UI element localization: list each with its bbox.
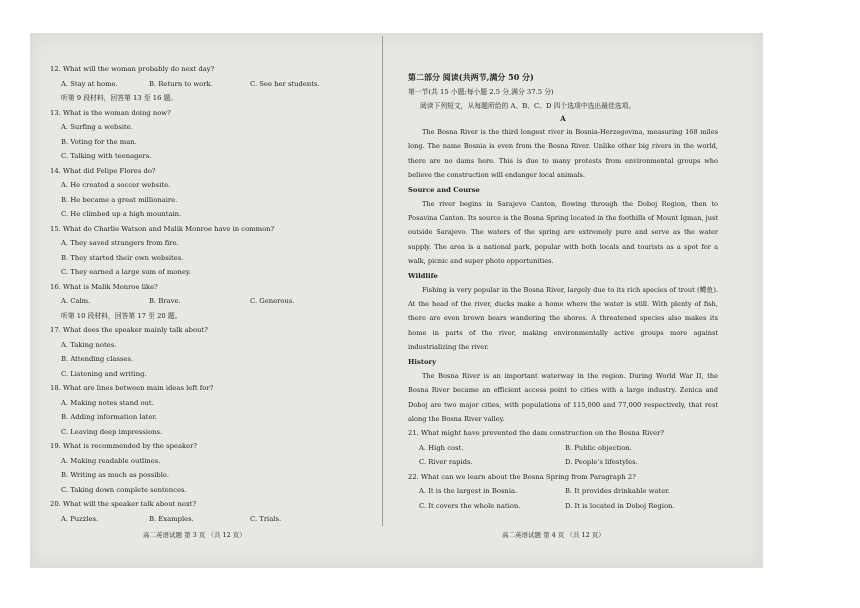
paragraph-wildlife: Fishing is very popular in the Bosna River, largely due to its rich species of trout (鳟鱼). At the head of the river, ducks make a home where the water is still. With plenty of fish, there are even brown bears wandering the shores. A threatened species also makes its home in parts of the river, making environmentally active groups more against industrializing the river. [408, 285, 718, 352]
question-21-options-row-2 [408, 455, 718, 470]
heading-history: History [408, 357, 437, 366]
answer-option: A. Making readable outlines. [61, 456, 161, 465]
left-page-questions [50, 62, 370, 526]
option-c: C. Generous. [250, 297, 295, 305]
passage-label: A [560, 114, 566, 123]
option-c: C. See her students. [250, 79, 320, 88]
passage-intro-paragraph: The Bosna River is the third longest river in Bosnia-Herzegovina, measuring 168 miles long. The name Bosnia is even from the Bosna River. Unlike other big rivers in the world, there are no dams here. This is due to many protests from environmental groups who believe the construction will endanger local animals. [408, 128, 718, 180]
option-21c: C. River rapids. [419, 458, 473, 467]
question-21-options-row-1 [408, 441, 718, 456]
answer-option: B. He became a great millionaire. [61, 195, 178, 204]
paragraph-history: The Bosna River is an important waterway in the region. During World War II, the Bosna River became an efficient access point to cities with a large industry. Zenica and Doboj are two major cities, with populations of 115,000 and 77,000 respectively, that rest along the Bosna River valley. [408, 371, 718, 423]
answer-option: B. Attending classes. [61, 355, 134, 363]
option-a: A. Calm. [61, 297, 91, 305]
answer-option: B. Adding information later. [61, 413, 158, 421]
answer-option: C. He climbed up a high mountain. [61, 210, 182, 218]
heading-wildlife: Wildlife [408, 271, 438, 280]
question-21: 21. What might have prevented the dam construction on the Bosna River? [408, 429, 664, 438]
listening-instruction: 听第 10 段材料，回答第 17 至 20 题。 [61, 311, 182, 320]
listening-instruction: 听第 9 段材料，回答第 13 至 16 题。 [61, 94, 178, 102]
right-page-reading [408, 70, 718, 513]
page-fold-line [382, 36, 383, 526]
answer-option: A. Surfing a website. [61, 123, 133, 131]
section-instruction: 阅读下列短文，从每题所给的 A、B、C、D 四个选项中选出最佳选项。 [420, 102, 636, 110]
answer-option: A. Making notes stand out. [61, 398, 154, 407]
option-21b: B. Public objection. [565, 443, 632, 452]
question-line: 20. What will the speaker talk about next? [50, 500, 197, 508]
question-22-options-row-2 [408, 499, 718, 514]
answer-option: A. Taking notes. [61, 340, 117, 349]
answer-option: C. They earned a large sum of money. [61, 268, 191, 276]
question-line: 15. What do Charlie Watson and Malik Monroe have in common? [50, 224, 275, 233]
answer-option: A. He created a soccer website. [61, 181, 171, 189]
answer-option: C. Talking with teenagers. [61, 152, 152, 160]
option-21a: A. High cost. [419, 443, 464, 452]
option-22b: B. It provides drinkable water. [565, 487, 670, 496]
answer-option: B. Voting for the man. [61, 137, 137, 146]
question-line: 19. What is recommended by the speaker? [50, 442, 198, 450]
question-line: 14. What did Felipe Flores do? [50, 166, 156, 175]
answer-option: C. Leaving deep impressions. [61, 427, 163, 436]
left-page-footer: 高二英语试题 第 3 页 （共 12 页） [143, 531, 246, 539]
option-b: B. Return to work. [149, 79, 213, 88]
option-22c: C. It covers the whole nation. [419, 501, 521, 510]
section-title: 第二部分 阅读(共两节,满分 50 分) [408, 72, 534, 82]
question-line: 16. What is Malik Monroe like? [50, 282, 158, 291]
question-line: 13. What is the woman doing now? [50, 108, 171, 117]
section-subtitle: 第一节(共 15 小题;每小题 2.5 分,满分 37.5 分) [408, 88, 554, 96]
options-row [50, 294, 370, 309]
question-line: 12. What will the woman probably do next day? [50, 65, 215, 73]
options-row [50, 77, 370, 92]
heading-source-and-course: Source and Course [408, 185, 480, 194]
right-page-footer: 高二英语试题 第 4 页 （共 12 页） [502, 531, 605, 539]
option-21d: D. People's lifestyles. [565, 458, 638, 467]
answer-option: B. They started their own websites. [61, 253, 184, 262]
question-line: 17. What does the speaker mainly talk about? [50, 326, 208, 334]
option-a: A. Stay at home. [61, 79, 118, 88]
option-22a: A. It is the largest in Bosnia. [419, 487, 518, 496]
question-22: 22. What can we learn about the Bosna Spring from Paragraph 2? [408, 472, 636, 481]
answer-option: C. Listening and writing. [61, 369, 147, 378]
option-a: A. Puzzles. [61, 514, 99, 523]
option-b: B. Examples. [149, 514, 194, 523]
answer-option: A. They saved strangers from fire. [61, 239, 179, 247]
question-line: 18. What are lines between main ideas left for? [50, 384, 214, 392]
paragraph-source-and-course: The river begins in Sarajevo Canton, flowing through the Doboj Region, then to Posavina Canton. Its source is the Bosna Spring located in the foothills of Mount Igman, just outside Sarajevo. The waters of the spring are extremely pure and serve as the water supply. The area is a national park, popular with both locals and tourists as a spot for a walk, picnic and super photo opportunities. [408, 199, 718, 266]
answer-option: B. Writing as much as possible. [61, 471, 170, 479]
option-22d: D. It is located in Doboj Region. [565, 501, 675, 510]
options-row [50, 512, 370, 527]
question-22-options-row-1 [408, 484, 718, 499]
option-c: C. Trials. [250, 514, 282, 523]
answer-option: C. Taking down complete sentences. [61, 485, 187, 494]
option-b: B. Brave. [149, 297, 181, 305]
